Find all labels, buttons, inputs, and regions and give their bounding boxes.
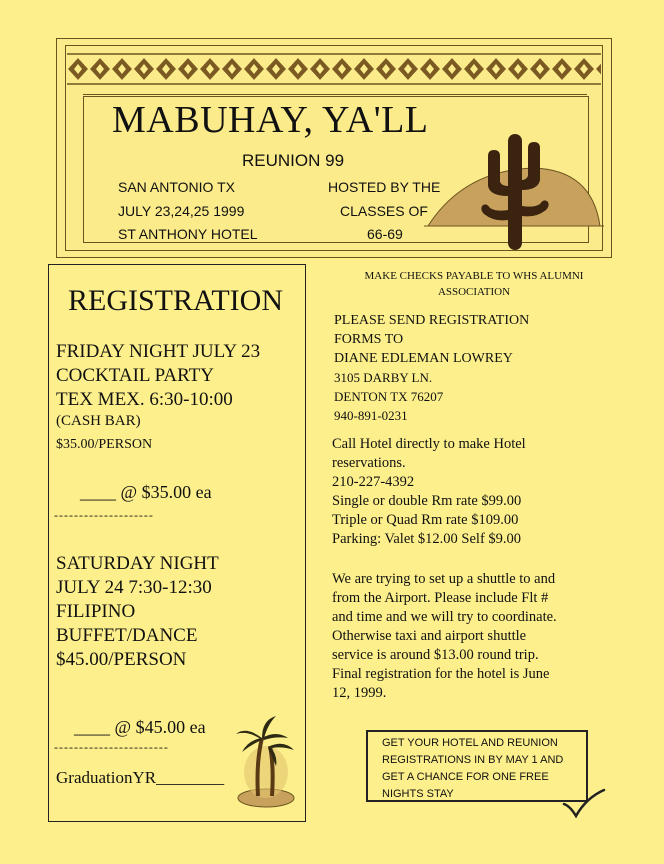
friday-price: $35.00/PERSON xyxy=(56,437,153,452)
contact-phone: 940-891-0231 xyxy=(334,408,408,423)
saturday-price: $45.00/PERSON xyxy=(56,649,187,670)
friday-heading: FRIDAY NIGHT JULY 23 xyxy=(56,341,261,362)
saturday-event-type: BUFFET/DANCE xyxy=(56,625,198,646)
rate-single-double: Single or double Rm rate $99.00 xyxy=(332,493,522,509)
hotel-phone: 210-227-4392 xyxy=(332,474,415,490)
checkmark-icon xyxy=(562,786,606,820)
send-registration-line: PLEASE SEND REGISTRATION xyxy=(334,313,530,328)
contact-name: DIANE EDLEMAN LOWREY xyxy=(334,351,513,366)
saturday-time: JULY 24 7:30-12:30 xyxy=(56,577,212,598)
parking-rate: Parking: Valet $12.00 Self $9.00 xyxy=(332,531,522,547)
shuttle-note: service is around $13.00 round trip. xyxy=(332,647,539,663)
friday-quantity-line[interactable]: ____ @ $35.00 ea xyxy=(80,482,212,502)
shuttle-note: from the Airport. Please include Flt # xyxy=(332,590,549,606)
promo-line: GET A CHANCE FOR ONE FREE xyxy=(382,771,549,783)
rate-triple-quad: Triple or Quad Rm rate $109.00 xyxy=(332,512,519,528)
friday-event: COCKTAIL PARTY xyxy=(56,365,214,386)
event-title: MABUHAY, YA'LL xyxy=(112,99,429,141)
reunion-label: REUNION 99 xyxy=(242,151,345,170)
class-years: 66-69 xyxy=(367,226,403,242)
friday-cash-bar: (CASH BAR) xyxy=(56,413,141,429)
registration-title: REGISTRATION xyxy=(68,284,283,317)
header-rule xyxy=(83,94,587,95)
checks-payable-note: MAKE CHECKS PAYABLE TO WHS ALUMNI ASSOCIATION xyxy=(364,270,584,298)
promo-line: NIGHTS STAY xyxy=(382,788,454,800)
shuttle-note: and time and we will try to coordinate. xyxy=(332,609,557,625)
palm-island-icon xyxy=(232,712,298,810)
event-city: SAN ANTONIO TX xyxy=(118,179,235,195)
hosted-by-label: HOSTED BY THE xyxy=(328,179,441,195)
cactus-sun-icon xyxy=(424,130,604,252)
promo-line: REGISTRATIONS IN BY MAY 1 AND xyxy=(382,754,564,766)
diamond-pattern-band xyxy=(67,48,601,90)
graduation-year-field[interactable]: GraduationYR________ xyxy=(56,768,225,787)
event-hotel: ST ANTHONY HOTEL xyxy=(118,226,258,242)
shuttle-note: 12, 1999. xyxy=(332,685,387,701)
send-registration-line: FORMS TO xyxy=(334,332,404,347)
shuttle-note: We are trying to set up a shuttle to and xyxy=(332,571,556,587)
classes-label: CLASSES OF xyxy=(340,203,428,219)
hotel-note: Call Hotel directly to make Hotel xyxy=(332,436,526,452)
saturday-event: FILIPINO xyxy=(56,601,136,622)
friday-time: TEX MEX. 6:30-10:00 xyxy=(56,389,233,410)
hotel-note: reservations. xyxy=(332,455,406,471)
section-divider: -------------------- xyxy=(54,508,154,522)
event-dates: JULY 23,24,25 1999 xyxy=(118,203,245,219)
promo-line: GET YOUR HOTEL AND REUNION xyxy=(382,737,558,749)
shuttle-note: Final registration for the hotel is June xyxy=(332,666,550,682)
shuttle-note: Otherwise taxi and airport shuttle xyxy=(332,628,527,644)
contact-street: 3105 DARBY LN. xyxy=(334,370,433,385)
section-divider: ----------------------- xyxy=(54,740,169,754)
contact-city: DENTON TX 76207 xyxy=(334,389,444,404)
saturday-heading: SATURDAY NIGHT xyxy=(56,553,219,574)
saturday-quantity-line[interactable]: ____ @ $45.00 ea xyxy=(74,717,206,737)
